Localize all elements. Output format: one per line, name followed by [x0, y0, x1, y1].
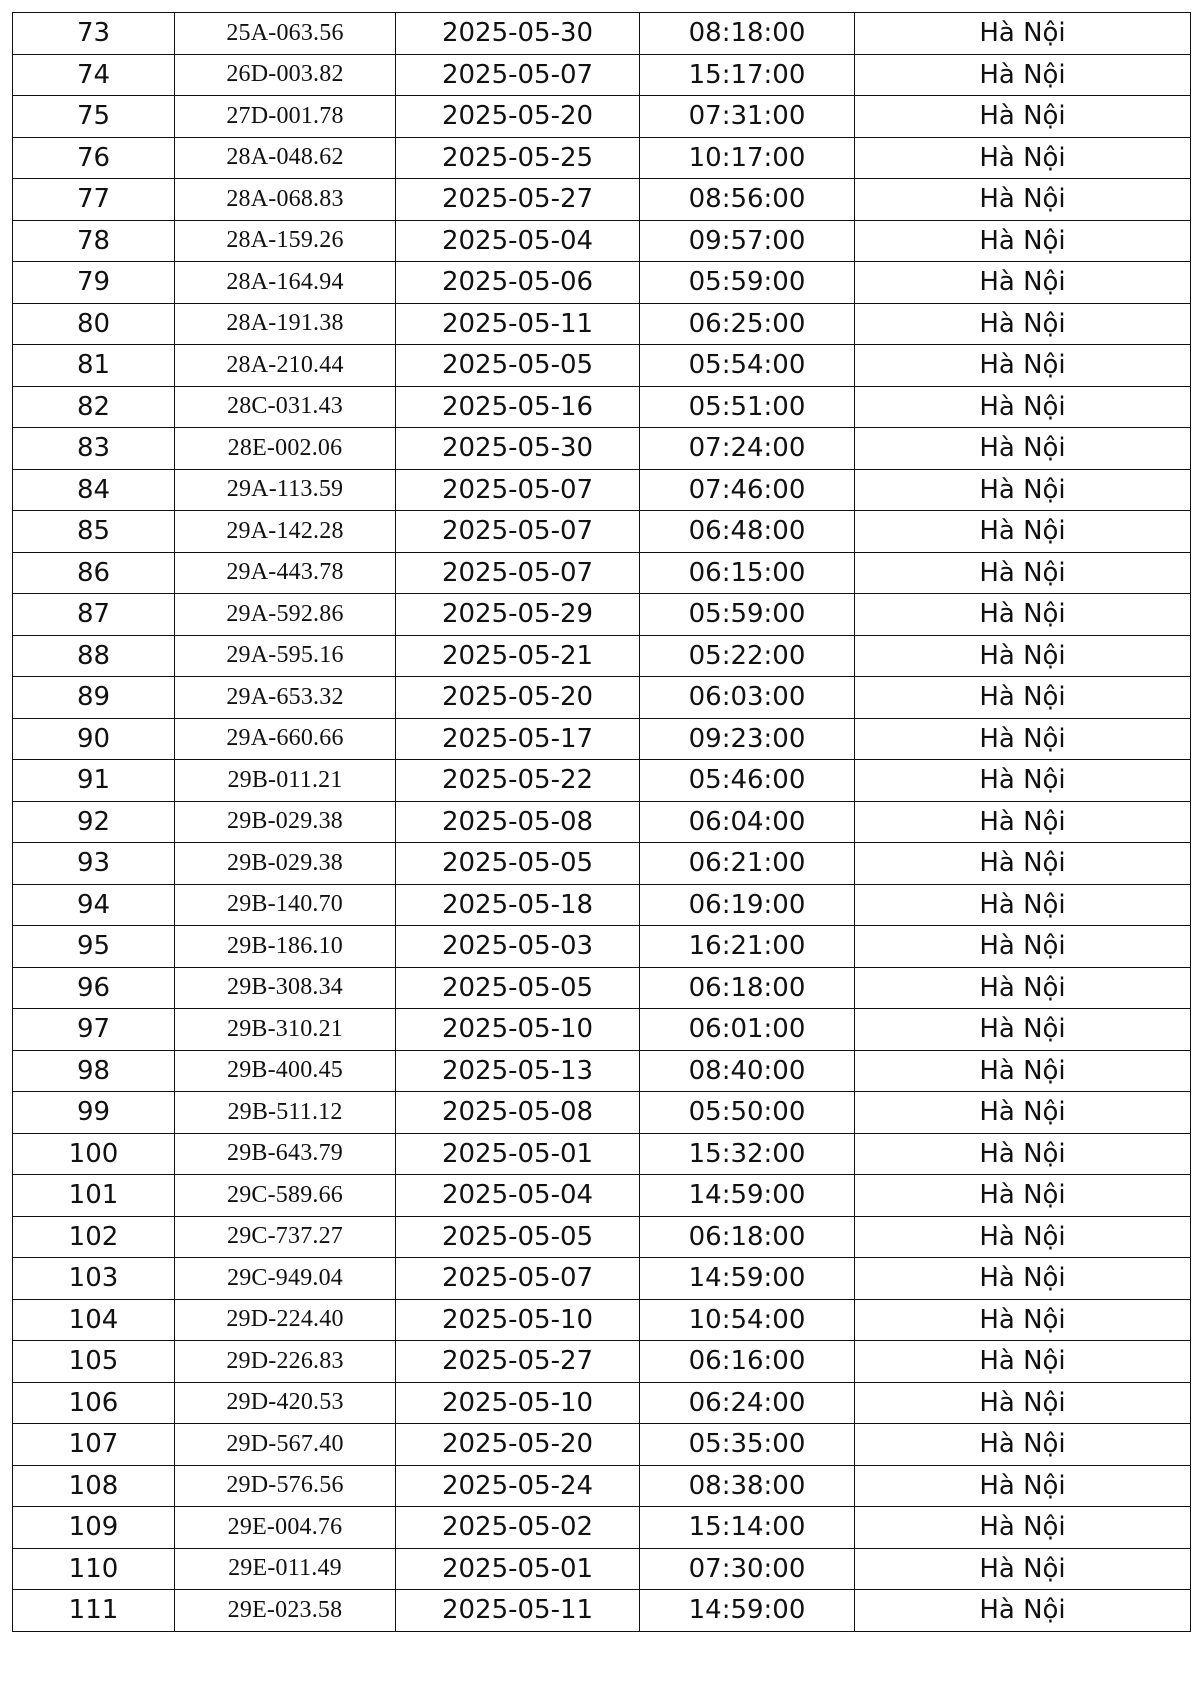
violation-time: 06:21:00	[640, 843, 855, 885]
license-plate: 29B-511.12	[175, 1092, 396, 1134]
violation-time: 08:18:00	[640, 13, 855, 55]
violation-time: 15:17:00	[640, 54, 855, 96]
violation-date: 2025-05-10	[396, 1009, 640, 1051]
table-row	[13, 1548, 1191, 1590]
location: Hà Nội	[855, 967, 1191, 1009]
row-number: 108	[13, 1465, 175, 1507]
row-number: 77	[13, 179, 175, 221]
license-plate: 29A-653.32	[175, 677, 396, 719]
table-row	[13, 428, 1191, 470]
table-row	[13, 13, 1191, 55]
location: Hà Nội	[855, 428, 1191, 470]
row-number: 86	[13, 552, 175, 594]
license-plate: 29C-737.27	[175, 1216, 396, 1258]
violation-time: 06:16:00	[640, 1341, 855, 1383]
violation-date: 2025-05-01	[396, 1548, 640, 1590]
location: Hà Nội	[855, 1050, 1191, 1092]
row-number: 74	[13, 54, 175, 96]
table-row	[13, 1382, 1191, 1424]
table-row	[13, 594, 1191, 636]
row-number: 102	[13, 1216, 175, 1258]
table-row	[13, 718, 1191, 760]
violation-date: 2025-05-30	[396, 13, 640, 55]
table-row	[13, 552, 1191, 594]
violation-time: 16:21:00	[640, 926, 855, 968]
row-number: 97	[13, 1009, 175, 1051]
table-row	[13, 1175, 1191, 1217]
violation-date: 2025-05-08	[396, 801, 640, 843]
violation-date: 2025-05-21	[396, 635, 640, 677]
license-plate: 29B-140.70	[175, 884, 396, 926]
license-plate: 29D-224.40	[175, 1299, 396, 1341]
violation-time: 07:46:00	[640, 469, 855, 511]
violation-date: 2025-05-01	[396, 1133, 640, 1175]
location: Hà Nội	[855, 96, 1191, 138]
violation-date: 2025-05-10	[396, 1382, 640, 1424]
location: Hà Nội	[855, 1507, 1191, 1549]
license-plate: 29C-589.66	[175, 1175, 396, 1217]
violation-time: 05:50:00	[640, 1092, 855, 1134]
violation-date: 2025-05-04	[396, 1175, 640, 1217]
location: Hà Nội	[855, 1465, 1191, 1507]
violation-time: 05:59:00	[640, 594, 855, 636]
row-number: 81	[13, 345, 175, 387]
location: Hà Nội	[855, 511, 1191, 553]
violation-date: 2025-05-18	[396, 884, 640, 926]
violation-date: 2025-05-10	[396, 1299, 640, 1341]
violation-date: 2025-05-07	[396, 54, 640, 96]
violation-time: 06:03:00	[640, 677, 855, 719]
location: Hà Nội	[855, 843, 1191, 885]
table-row	[13, 926, 1191, 968]
violation-date: 2025-05-03	[396, 926, 640, 968]
violation-time: 15:14:00	[640, 1507, 855, 1549]
violation-date: 2025-05-22	[396, 760, 640, 802]
violation-date: 2025-05-20	[396, 677, 640, 719]
table-row	[13, 1216, 1191, 1258]
violation-date: 2025-05-07	[396, 511, 640, 553]
license-plate: 29B-643.79	[175, 1133, 396, 1175]
violation-time: 06:25:00	[640, 303, 855, 345]
table-row	[13, 1009, 1191, 1051]
violation-time: 14:59:00	[640, 1175, 855, 1217]
row-number: 94	[13, 884, 175, 926]
violation-date: 2025-05-07	[396, 552, 640, 594]
license-plate: 29D-226.83	[175, 1341, 396, 1383]
violation-time: 06:48:00	[640, 511, 855, 553]
location: Hà Nội	[855, 345, 1191, 387]
row-number: 82	[13, 386, 175, 428]
row-number: 105	[13, 1341, 175, 1383]
location: Hà Nội	[855, 1009, 1191, 1051]
table-row	[13, 262, 1191, 304]
table-row	[13, 967, 1191, 1009]
row-number: 98	[13, 1050, 175, 1092]
violation-date: 2025-05-06	[396, 262, 640, 304]
location: Hà Nội	[855, 1590, 1191, 1632]
row-number: 87	[13, 594, 175, 636]
license-plate: 29A-142.28	[175, 511, 396, 553]
license-plate: 29B-186.10	[175, 926, 396, 968]
table-row	[13, 386, 1191, 428]
row-number: 80	[13, 303, 175, 345]
license-plate: 29B-029.38	[175, 843, 396, 885]
location: Hà Nội	[855, 1548, 1191, 1590]
location: Hà Nội	[855, 386, 1191, 428]
location: Hà Nội	[855, 137, 1191, 179]
violation-date: 2025-05-27	[396, 179, 640, 221]
violation-date: 2025-05-30	[396, 428, 640, 470]
location: Hà Nội	[855, 1092, 1191, 1134]
license-plate: 29D-576.56	[175, 1465, 396, 1507]
row-number: 95	[13, 926, 175, 968]
license-plate: 29A-595.16	[175, 635, 396, 677]
location: Hà Nội	[855, 1382, 1191, 1424]
violation-date: 2025-05-05	[396, 843, 640, 885]
row-number: 100	[13, 1133, 175, 1175]
license-plate: 29B-308.34	[175, 967, 396, 1009]
violation-date: 2025-05-25	[396, 137, 640, 179]
table-row	[13, 137, 1191, 179]
row-number: 110	[13, 1548, 175, 1590]
violation-time: 05:59:00	[640, 262, 855, 304]
violation-time: 14:59:00	[640, 1590, 855, 1632]
violation-date: 2025-05-11	[396, 303, 640, 345]
license-plate: 29A-113.59	[175, 469, 396, 511]
violation-time: 06:18:00	[640, 1216, 855, 1258]
violation-time: 06:24:00	[640, 1382, 855, 1424]
row-number: 109	[13, 1507, 175, 1549]
table-row	[13, 220, 1191, 262]
row-number: 75	[13, 96, 175, 138]
row-number: 104	[13, 1299, 175, 1341]
table-row	[13, 884, 1191, 926]
violation-time: 05:22:00	[640, 635, 855, 677]
violation-date: 2025-05-16	[396, 386, 640, 428]
violation-date: 2025-05-24	[396, 1465, 640, 1507]
row-number: 106	[13, 1382, 175, 1424]
violation-time: 09:57:00	[640, 220, 855, 262]
violation-date: 2025-05-07	[396, 1258, 640, 1300]
violation-date: 2025-05-05	[396, 345, 640, 387]
location: Hà Nội	[855, 718, 1191, 760]
violation-time: 07:31:00	[640, 96, 855, 138]
row-number: 73	[13, 13, 175, 55]
violation-time: 07:24:00	[640, 428, 855, 470]
row-number: 111	[13, 1590, 175, 1632]
location: Hà Nội	[855, 13, 1191, 55]
location: Hà Nội	[855, 1341, 1191, 1383]
location: Hà Nội	[855, 926, 1191, 968]
row-number: 93	[13, 843, 175, 885]
location: Hà Nội	[855, 469, 1191, 511]
location: Hà Nội	[855, 1299, 1191, 1341]
table-row	[13, 1507, 1191, 1549]
license-plate: 29D-420.53	[175, 1382, 396, 1424]
row-number: 83	[13, 428, 175, 470]
violation-date: 2025-05-29	[396, 594, 640, 636]
row-number: 91	[13, 760, 175, 802]
violation-time: 06:15:00	[640, 552, 855, 594]
table-row	[13, 1092, 1191, 1134]
location: Hà Nội	[855, 1175, 1191, 1217]
location: Hà Nội	[855, 1424, 1191, 1466]
violation-date: 2025-05-02	[396, 1507, 640, 1549]
table-row	[13, 54, 1191, 96]
table-row	[13, 469, 1191, 511]
row-number: 92	[13, 801, 175, 843]
table-row	[13, 801, 1191, 843]
table-row	[13, 1133, 1191, 1175]
row-number: 89	[13, 677, 175, 719]
location: Hà Nội	[855, 262, 1191, 304]
license-plate: 28E-002.06	[175, 428, 396, 470]
license-plate: 29D-567.40	[175, 1424, 396, 1466]
row-number: 85	[13, 511, 175, 553]
license-plate: 29C-949.04	[175, 1258, 396, 1300]
violation-date: 2025-05-05	[396, 967, 640, 1009]
table-row	[13, 179, 1191, 221]
row-number: 90	[13, 718, 175, 760]
license-plate: 29A-592.86	[175, 594, 396, 636]
violation-time: 05:35:00	[640, 1424, 855, 1466]
violation-table	[12, 12, 1191, 1632]
violation-time: 08:38:00	[640, 1465, 855, 1507]
license-plate: 28A-210.44	[175, 345, 396, 387]
violation-time: 05:46:00	[640, 760, 855, 802]
license-plate: 29B-310.21	[175, 1009, 396, 1051]
violation-date: 2025-05-27	[396, 1341, 640, 1383]
violation-date: 2025-05-20	[396, 1424, 640, 1466]
violation-date: 2025-05-17	[396, 718, 640, 760]
violation-time: 06:04:00	[640, 801, 855, 843]
location: Hà Nội	[855, 552, 1191, 594]
license-plate: 29A-443.78	[175, 552, 396, 594]
violation-time: 15:32:00	[640, 1133, 855, 1175]
license-plate: 28A-159.26	[175, 220, 396, 262]
table-row	[13, 1299, 1191, 1341]
table-row	[13, 96, 1191, 138]
license-plate: 29B-029.38	[175, 801, 396, 843]
violation-time: 06:01:00	[640, 1009, 855, 1051]
violation-date: 2025-05-04	[396, 220, 640, 262]
violation-date: 2025-05-11	[396, 1590, 640, 1632]
location: Hà Nội	[855, 594, 1191, 636]
table-row	[13, 511, 1191, 553]
document-page	[12, 12, 1191, 1632]
violation-date: 2025-05-08	[396, 1092, 640, 1134]
license-plate: 29B-011.21	[175, 760, 396, 802]
row-number: 99	[13, 1092, 175, 1134]
row-number: 78	[13, 220, 175, 262]
table-body	[13, 13, 1191, 1632]
violation-time: 06:19:00	[640, 884, 855, 926]
location: Hà Nội	[855, 303, 1191, 345]
location: Hà Nội	[855, 884, 1191, 926]
violation-time: 10:17:00	[640, 137, 855, 179]
table-row	[13, 1341, 1191, 1383]
location: Hà Nội	[855, 1216, 1191, 1258]
violation-date: 2025-05-05	[396, 1216, 640, 1258]
license-plate: 28A-164.94	[175, 262, 396, 304]
row-number: 101	[13, 1175, 175, 1217]
violation-time: 14:59:00	[640, 1258, 855, 1300]
row-number: 103	[13, 1258, 175, 1300]
location: Hà Nội	[855, 677, 1191, 719]
violation-time: 08:56:00	[640, 179, 855, 221]
license-plate: 29E-023.58	[175, 1590, 396, 1632]
license-plate: 28A-048.62	[175, 137, 396, 179]
table-row	[13, 345, 1191, 387]
violation-time: 06:18:00	[640, 967, 855, 1009]
violation-time: 05:51:00	[640, 386, 855, 428]
row-number: 79	[13, 262, 175, 304]
violation-date: 2025-05-07	[396, 469, 640, 511]
location: Hà Nội	[855, 179, 1191, 221]
location: Hà Nội	[855, 54, 1191, 96]
violation-date: 2025-05-13	[396, 1050, 640, 1092]
table-row	[13, 635, 1191, 677]
violation-time: 07:30:00	[640, 1548, 855, 1590]
table-row	[13, 1050, 1191, 1092]
table-row	[13, 1590, 1191, 1632]
license-plate: 26D-003.82	[175, 54, 396, 96]
license-plate: 25A-063.56	[175, 13, 396, 55]
location: Hà Nội	[855, 1133, 1191, 1175]
table-row	[13, 303, 1191, 345]
location: Hà Nội	[855, 760, 1191, 802]
table-row	[13, 760, 1191, 802]
violation-time: 10:54:00	[640, 1299, 855, 1341]
violation-date: 2025-05-20	[396, 96, 640, 138]
row-number: 76	[13, 137, 175, 179]
row-number: 88	[13, 635, 175, 677]
violation-time: 05:54:00	[640, 345, 855, 387]
violation-time: 09:23:00	[640, 718, 855, 760]
location: Hà Nội	[855, 220, 1191, 262]
license-plate: 29E-011.49	[175, 1548, 396, 1590]
location: Hà Nội	[855, 801, 1191, 843]
violation-time: 08:40:00	[640, 1050, 855, 1092]
row-number: 107	[13, 1424, 175, 1466]
license-plate: 27D-001.78	[175, 96, 396, 138]
license-plate: 29A-660.66	[175, 718, 396, 760]
table-row	[13, 1424, 1191, 1466]
license-plate: 29E-004.76	[175, 1507, 396, 1549]
license-plate: 29B-400.45	[175, 1050, 396, 1092]
license-plate: 28A-068.83	[175, 179, 396, 221]
table-row	[13, 677, 1191, 719]
license-plate: 28A-191.38	[175, 303, 396, 345]
row-number: 84	[13, 469, 175, 511]
table-row	[13, 1465, 1191, 1507]
row-number: 96	[13, 967, 175, 1009]
license-plate: 28C-031.43	[175, 386, 396, 428]
table-row	[13, 1258, 1191, 1300]
location: Hà Nội	[855, 1258, 1191, 1300]
location: Hà Nội	[855, 635, 1191, 677]
table-row	[13, 843, 1191, 885]
